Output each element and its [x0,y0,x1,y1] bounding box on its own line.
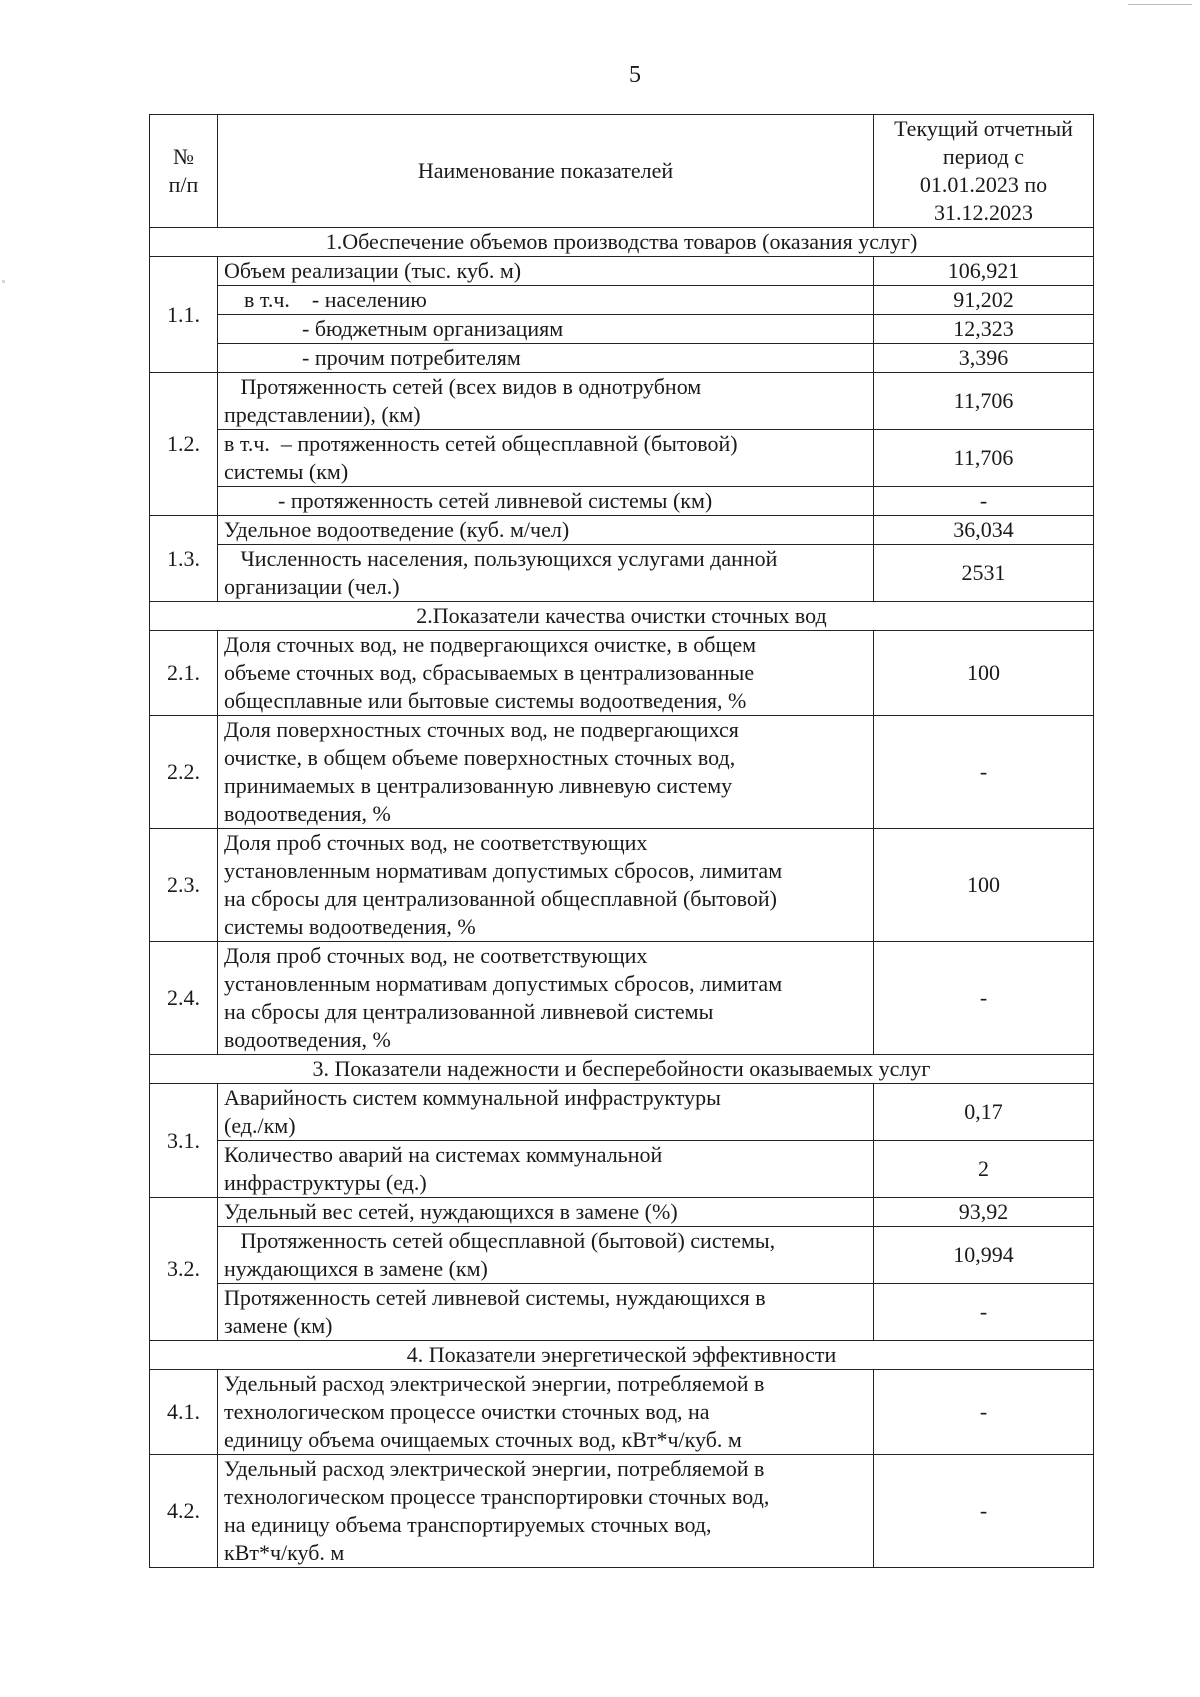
indicator-name [218,315,874,344]
indicator-name-line: Доля проб сточных вод, не соответствующих [224,943,648,968]
table-row [150,631,1094,716]
page-number: 5 [629,62,641,88]
indicator-name-line: нуждающихся в замене (км) [224,1256,488,1281]
indicator-name-line: технологическом процессе очистки сточных вод, на [224,1399,710,1424]
indicator-name-line: Доля проб сточных вод, не соответствующих [224,830,648,855]
indicator-name-line: установленным нормативам допустимых сбросов, лимитам [224,971,783,996]
row-number: 1.3. [150,516,218,602]
row-number: 3.1. [150,1084,218,1198]
table-row [150,716,1094,829]
section-title: 2.Показатели качества очистки сточных вод [150,602,1094,631]
row-number: 2.4. [150,942,218,1055]
indicator-name-line: Протяженность сетей ливневой системы, нуждающихся в [224,1285,766,1310]
indicator-value: 106,921 [874,257,1094,286]
indicator-name [218,1198,874,1227]
indicator-value: 3,396 [874,344,1094,373]
indicator-name-line: представлении), (км) [224,402,421,427]
indicator-name [218,942,874,1055]
row-number: 1.1. [150,257,218,373]
indicator-name-line: принимаемых в централизованную ливневую систему [224,773,733,798]
indicator-name-line: Количество аварий на системах коммунальной [224,1142,663,1167]
indicator-name [218,545,874,602]
indicator-value: 93,92 [874,1198,1094,1227]
section-row [150,228,1094,257]
indicator-name-line: объеме сточных вод, сбрасываемых в централизованные [224,660,755,685]
section-row [150,1055,1094,1084]
table-row [150,829,1094,942]
indicator-value: - [874,1284,1094,1341]
header-number-line: п/п [168,172,199,197]
indicator-name-line: единицу объема очищаемых сточных вод, кВт*ч/куб. м [224,1427,742,1452]
indicator-name-line: на единицу объема транспортируемых сточных вод, [224,1512,712,1537]
indicator-value: 91,202 [874,286,1094,315]
indicator-value: 2531 [874,545,1094,602]
indicator-name [218,516,874,545]
indicator-name-line: Удельный расход электрической энергии, потребляемой в [224,1456,765,1481]
table-body [150,228,1094,1568]
table-row [150,257,1094,286]
indicator-name-line: в т.ч. - населению [244,287,427,312]
indicator-name-line: замене (км) [224,1313,333,1338]
indicator-name-line: водоотведения, % [224,1027,391,1052]
table-row [150,1284,1094,1341]
indicator-name-line: (ед./км) [224,1113,296,1138]
table-row [150,286,1094,315]
indicator-value: - [874,716,1094,829]
indicator-name-line: очистке, в общем объеме поверхностных сточных вод, [224,745,736,770]
indicator-value: 11,706 [874,430,1094,487]
indicator-name-line: Доля сточных вод, не подвергающихся очистке, в общем [224,632,757,657]
table-row [150,430,1094,487]
header-period-line: 01.01.2023 по [919,172,1048,197]
header-number [150,115,218,228]
row-number: 2.3. [150,829,218,942]
indicator-value: - [874,942,1094,1055]
indicator-name-line: технологическом процессе транспортировки сточных вод, [224,1484,770,1509]
header-period [874,115,1094,228]
indicator-name-line: на сбросы для централизованной ливневой системы [224,999,714,1024]
row-number: 1.2. [150,373,218,516]
header-number-line: № [173,144,194,169]
indicator-name [218,487,874,516]
table-row [150,1455,1094,1568]
indicator-name [218,716,874,829]
indicator-name-line: Удельный вес сетей, нуждающихся в замене (%) [224,1199,678,1224]
indicator-name-line: общесплавные или бытовые системы водоотведения, % [224,688,747,713]
indicator-name [218,1141,874,1198]
section-row [150,1341,1094,1370]
header-period-line: 31.12.2023 [934,200,1033,225]
indicator-name-line: - бюджетным организациям [302,316,564,341]
table-row [150,1084,1094,1141]
indicator-value: 11,706 [874,373,1094,430]
indicator-name [218,344,874,373]
indicator-name-line: Численность населения, пользующихся услугами данной [224,546,778,571]
indicator-name-line: кВт*ч/куб. м [224,1540,345,1565]
indicator-name-line: системы водоотведения, % [224,914,476,939]
table-row [150,373,1094,430]
indicator-name-line: системы (км) [224,459,349,484]
indicator-value: - [874,1455,1094,1568]
indicator-name-line: на сбросы для централизованной общесплавной (бытовой) [224,886,777,911]
indicator-value: 36,034 [874,516,1094,545]
indicator-name-line: водоотведения, % [224,801,391,826]
row-number: 3.2. [150,1198,218,1341]
indicator-name-line: Удельное водоотведение (куб. м/чел) [224,517,570,542]
section-title: 4. Показатели энергетической эффективности [150,1341,1094,1370]
table-row [150,1198,1094,1227]
indicator-name-line: - прочим потребителям [302,345,521,370]
table-row [150,942,1094,1055]
table-row [150,1227,1094,1284]
indicator-value: 12,323 [874,315,1094,344]
indicator-value: 2 [874,1141,1094,1198]
table-row [150,315,1094,344]
indicator-value: 10,994 [874,1227,1094,1284]
indicator-name-line: Удельный расход электрической энергии, потребляемой в [224,1371,765,1396]
table-header-row [150,115,1094,228]
table-row [150,545,1094,602]
table-row [150,1370,1094,1455]
header-period-line: Текущий отчетный [894,116,1073,141]
indicator-name [218,1284,874,1341]
indicator-name-line: Объем реализации (тыс. куб. м) [224,258,522,283]
table-row [150,487,1094,516]
indicator-name-line: организации (чел.) [224,574,400,599]
table-row [150,1141,1094,1198]
indicator-value: 100 [874,829,1094,942]
indicator-value: - [874,487,1094,516]
indicator-name [218,1455,874,1568]
indicator-name [218,373,874,430]
section-title: 3. Показатели надежности и бесперебойности оказываемых услуг [150,1055,1094,1084]
table-row [150,516,1094,545]
indicator-name-line: - протяженность сетей ливневой системы (км) [278,488,713,513]
row-number: 2.2. [150,716,218,829]
row-number: 4.2. [150,1455,218,1568]
indicator-name [218,257,874,286]
indicator-name-line: Протяженность сетей общесплавной (бытовой) системы, [224,1228,776,1253]
indicator-name [218,1084,874,1141]
indicator-name [218,829,874,942]
indicator-name-line: Протяженность сетей (всех видов в однотрубном [224,374,702,399]
table-row [150,344,1094,373]
indicator-name [218,286,874,315]
header-period-line: период с [942,144,1025,169]
indicator-name [218,1370,874,1455]
indicator-name-line: в т.ч. – протяженность сетей общесплавной (бытовой) [224,431,738,456]
indicator-value: 0,17 [874,1084,1094,1141]
indicator-name [218,430,874,487]
row-number: 4.1. [150,1370,218,1455]
indicator-value: 100 [874,631,1094,716]
indicator-name-line: инфраструктуры (ед.) [224,1170,427,1195]
header-name: Наименование показателей [218,115,874,228]
indicator-name [218,1227,874,1284]
indicator-name-line: установленным нормативам допустимых сбросов, лимитам [224,858,783,883]
indicator-value: - [874,1370,1094,1455]
indicators-table [149,114,1094,1568]
indicator-name-line: Аварийность систем коммунальной инфраструктуры [224,1085,721,1110]
indicator-name-line: Доля поверхностных сточных вод, не подвергающихся [224,717,739,742]
scan-artifact [1128,4,1192,6]
section-row [150,602,1094,631]
scan-artifact [2,280,5,283]
section-title: 1.Обеспечение объемов производства товаров (оказания услуг) [150,228,1094,257]
indicator-name [218,631,874,716]
row-number: 2.1. [150,631,218,716]
